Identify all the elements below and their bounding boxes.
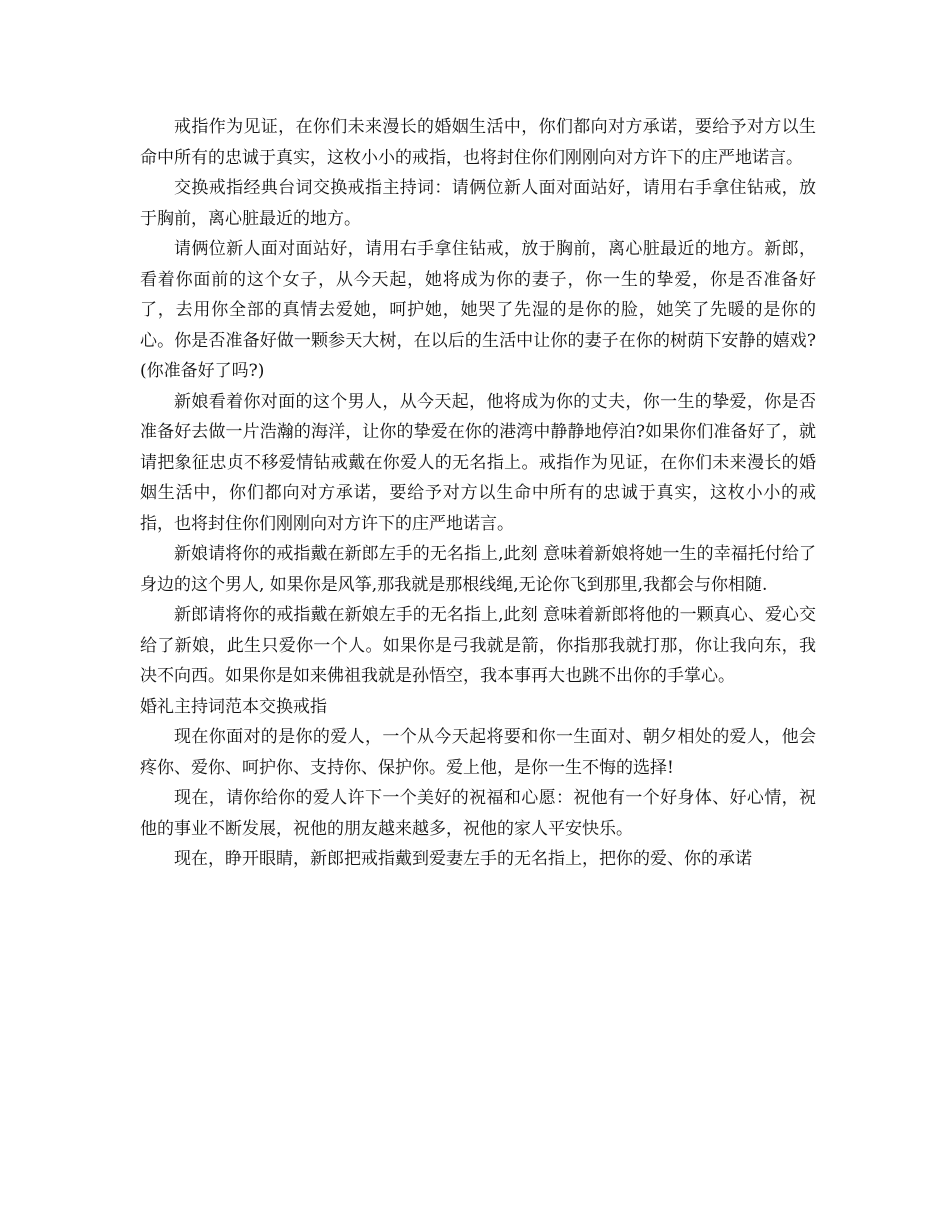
section-heading: 婚礼主持词范本交换戒指 (140, 696, 327, 717)
paragraph-groom-ring: 新郎请将你的戒指戴在新娘左手的无名指上,此刻 意味着新郎将他的一颗真心、爱心交给了新娘，此生只爱你一个人。如果你是弓我就是箭，你指那我就打那，你让我向东，我决不向西。如果你是如来佛祖我就是孙悟空，我本事再大也跳不出你的手掌心。 (140, 605, 816, 686)
paragraph-bride-ring: 新娘请将你的戒指戴在新郎左手的无名指上,此刻 意味着新娘将她一生的幸福托付给了身边的这个男人, 如果你是风筝,那我就是那根线绳,无论你飞到那里,我都会与你相随. (140, 544, 816, 595)
paragraph-facing-beloved: 现在你面对的是你的爱人，一个从今天起将要和你一生面对、朝夕相处的爱人，他会疼你、爱你、呵护你、支持你、保护你。爱上他，是你一生不悔的选择! (140, 727, 816, 778)
paragraph-bride-vow: 新娘看着你对面的这个男人，从今天起，他将成为你的丈夫，你一生的挚爱，你是否准备好去做一片浩瀚的海洋，让你的挚爱在你的港湾中静静地停泊?如果你们准备好了，就请把象征忠贞不移爱情钻戒戴在你爱人的无名指上。戒指作为见证，在你们未来漫长的婚姻生活中，你们都向对方承诺，要给予对方以生命中所有的忠诚于真实，这枚小小的戒指，也将封住你们刚刚向对方许下的庄严地诺言。 (140, 391, 816, 534)
document-body (140, 112, 816, 875)
paragraph-open-eyes: 现在，睁开眼睛，新郎把戒指戴到爱妻左手的无名指上，把你的爱、你的承诺 (174, 849, 752, 869)
paragraph-ring-witness: 戒指作为见证，在你们未来漫长的婚姻生活中，你们都向对方承诺，要给予对方以生命中所有的忠诚于真实，这枚小小的戒指，也将封住你们刚刚向对方许下的庄严地诺言。 (140, 117, 816, 168)
paragraph-blessing: 现在，请你给你的爱人许下一个美好的祝福和心愿：祝他有一个好身体、好心情，祝他的事业不断发展，祝他的朋友越来越多，祝他的家人平安快乐。 (140, 788, 816, 839)
paragraph-groom-vow: 请俩位新人面对面站好，请用右手拿住钻戒，放于胸前，离心脏最近的地方。新郎，看着你面前的这个女子，从今天起，她将成为你的妻子，你一生的挚爱，你是否准备好了，去用你全部的真情去爱她，呵护她，她哭了先湿的是你的脸，她笑了先暖的是你的心。你是否准备好做一颗参天大树，在以后的生活中让你的妻子在你的树荫下安静的嬉戏?(你准备好了吗?) (140, 239, 816, 381)
paragraph-ring-exchange-intro: 交换戒指经典台词交换戒指主持词：请俩位新人面对面站好，请用右手拿住钻戒，放于胸前，离心脏最近的地方。 (140, 178, 816, 229)
